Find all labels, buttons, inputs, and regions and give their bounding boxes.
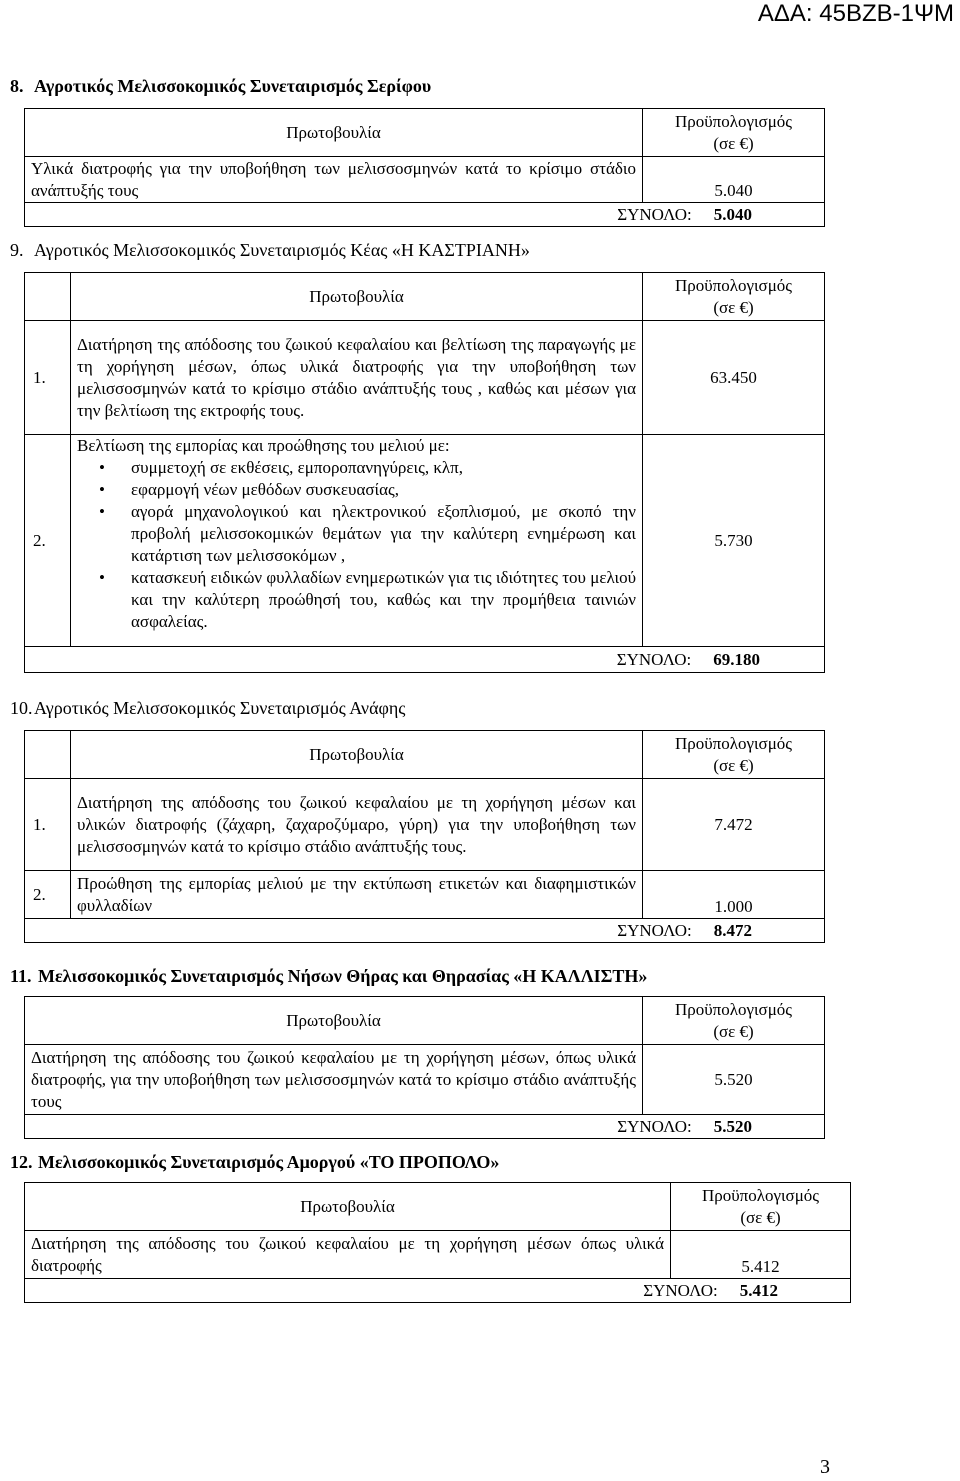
section-11-table bbox=[24, 996, 825, 1139]
initiative-text: Διατήρηση της απόδοσης του ζωικού κεφαλαίου με τη χορήγηση μέσων και υλικών διατροφής (ζάχαρη, ζαχαροζύμαρο, γύρη) για την υποβοήθηση των μελισσοσμηνών κατά το κρίσιμο στάδιο ανάπτυξής τους. bbox=[71, 779, 643, 871]
budget-value: 63.450 bbox=[643, 321, 825, 435]
total-value: 8.472 bbox=[713, 920, 752, 940]
total-label: ΣΥΝΟΛΟ: bbox=[616, 649, 692, 669]
number-header bbox=[25, 731, 71, 779]
section-9-heading bbox=[10, 240, 530, 260]
budget-value: 5.730 bbox=[643, 435, 825, 647]
table-header-row bbox=[25, 109, 825, 157]
section-title: Μελισσοκομικός Συνεταιρισμός Αμοργού «ΤΟ ΠΡΟΠΟΛΟ» bbox=[38, 1152, 500, 1172]
total-row bbox=[25, 1115, 825, 1139]
total-value: 69.180 bbox=[713, 649, 760, 669]
total-row bbox=[25, 919, 825, 943]
budget-value: 1.000 bbox=[643, 871, 825, 919]
total-cell bbox=[25, 919, 825, 943]
initiative-bullet-list bbox=[77, 457, 636, 633]
total-cell bbox=[25, 203, 825, 227]
total-label: ΣΥΝΟΛΟ: bbox=[617, 1116, 692, 1136]
budget-value: 5.520 bbox=[643, 1045, 825, 1115]
table-header-row bbox=[25, 997, 825, 1045]
total-row bbox=[25, 203, 825, 227]
section-title: Αγροτικός Μελισσοκομικός Συνεταιρισμός Σερίφου bbox=[34, 76, 432, 96]
section-number: 9. bbox=[10, 240, 24, 260]
initiative-text: Διατήρηση της απόδοσης του ζωικού κεφαλαίου με τη χορήγηση μέσων όπως υλικά διατροφής bbox=[25, 1231, 671, 1279]
number-header bbox=[25, 273, 71, 321]
budget-value: 5.040 bbox=[643, 157, 825, 203]
section-10-heading bbox=[10, 698, 405, 718]
total-row bbox=[25, 1279, 851, 1303]
section-10-table bbox=[24, 730, 825, 943]
initiative-cell bbox=[71, 435, 643, 647]
row-number: 1. bbox=[25, 321, 71, 435]
list-item: • εφαρμογή νέων μεθόδων συσκευασίας, bbox=[99, 480, 399, 499]
section-number: 12. bbox=[10, 1152, 33, 1172]
section-12-table bbox=[24, 1182, 851, 1303]
initiative-header: Πρωτοβουλία bbox=[71, 273, 643, 321]
list-item: • κατασκευή ειδικών φυλλαδίων ενημερωτικών για τις ιδιότητες του μελιού και την καλύτερη προώθησή του, καθώς και την προμήθεια ταινιών ασφαλείας. bbox=[99, 568, 636, 631]
table-row bbox=[25, 157, 825, 203]
row-number: 1. bbox=[25, 779, 71, 871]
total-value: 5.040 bbox=[713, 204, 752, 224]
bullet-icon: • bbox=[99, 568, 105, 587]
row-number: 2. bbox=[25, 435, 71, 647]
total-cell bbox=[25, 647, 825, 673]
total-cell bbox=[25, 1279, 851, 1303]
table-row bbox=[25, 1231, 851, 1279]
ada-code: ΑΔΑ: 45ΒΖΒ-1ΨΜ bbox=[757, 0, 954, 27]
total-value: 5.412 bbox=[739, 1280, 778, 1300]
section-12-heading bbox=[10, 1152, 499, 1172]
list-item: • αγορά μηχανολογικού και ηλεκτρονικού εξοπλισμού, με σκοπό την προβολή μελισσοκομικών θεμάτων για την καλύτερη ενημέρωση και κατάρτιση των μελισσοκόμων , bbox=[99, 502, 636, 565]
budget-header: Προϋπολογισμός (σε €) bbox=[643, 997, 825, 1045]
total-value: 5.520 bbox=[713, 1116, 752, 1136]
budget-header: Προϋπολογισμός (σε €) bbox=[643, 731, 825, 779]
initiative-text: Προώθηση της εμπορίας μελιού με την εκτύπωση ετικετών και διαφημιστικών φυλλαδίων bbox=[71, 871, 643, 919]
bullet-icon: • bbox=[99, 502, 105, 521]
section-title: Αγροτικός Μελισσοκομικός Συνεταιρισμός Κέας «Η ΚΑΣΤΡΙΑΝΗ» bbox=[34, 240, 530, 260]
initiative-header: Πρωτοβουλία bbox=[25, 997, 643, 1045]
total-row bbox=[25, 647, 825, 673]
total-label: ΣΥΝΟΛΟ: bbox=[617, 204, 692, 224]
initiative-intro: Βελτίωση της εμπορίας και προώθησης του μελιού με: bbox=[77, 436, 450, 455]
section-title: Μελισσοκομικός Συνεταιρισμός Νήσων Θήρας και Θηρασίας «Η ΚΑΛΛΙΣΤΗ» bbox=[38, 966, 648, 986]
page-number: 3 bbox=[820, 1456, 830, 1478]
table-row bbox=[25, 1045, 825, 1115]
bullet-icon: • bbox=[99, 458, 105, 477]
total-cell bbox=[25, 1115, 825, 1139]
initiative-text: Διατήρηση της απόδοσης του ζωικού κεφαλαίου με τη χορήγηση μέσων, όπως υλικά διατροφής, για την υποβοήθηση των μελισσοσμηνών κατά το κρίσιμο στάδιο ανάπτυξής τους bbox=[25, 1045, 643, 1115]
section-number: 8. bbox=[10, 76, 24, 96]
row-number: 2. bbox=[25, 871, 71, 919]
table-header-row bbox=[25, 1183, 851, 1231]
total-label: ΣΥΝΟΛΟ: bbox=[643, 1280, 718, 1300]
initiative-header: Πρωτοβουλία bbox=[25, 109, 643, 157]
section-8-heading bbox=[10, 76, 431, 96]
section-number: 10. bbox=[10, 698, 33, 718]
section-9-table bbox=[24, 272, 825, 673]
section-11-heading bbox=[10, 966, 647, 986]
list-item: • συμμετοχή σε εκθέσεις, εμποροπανηγύρεις, κλπ, bbox=[99, 458, 463, 477]
total-label: ΣΥΝΟΛΟ: bbox=[617, 920, 692, 940]
budget-header: Προϋπολογισμός (σε €) bbox=[643, 109, 825, 157]
budget-header: Προϋπολογισμός (σε €) bbox=[643, 273, 825, 321]
table-row bbox=[25, 871, 825, 919]
budget-value: 5.412 bbox=[671, 1231, 851, 1279]
table-row bbox=[25, 321, 825, 435]
section-number: 11. bbox=[10, 966, 32, 986]
table-header-row bbox=[25, 731, 825, 779]
bullet-icon: • bbox=[99, 480, 105, 499]
initiative-header: Πρωτοβουλία bbox=[71, 731, 643, 779]
section-title: Αγροτικός Μελισσοκομικός Συνεταιρισμός Ανάφης bbox=[34, 698, 406, 718]
table-row bbox=[25, 435, 825, 647]
initiative-text: Διατήρηση της απόδοσης του ζωικού κεφαλαίου και βελτίωση της παραγωγής με τη χορήγηση μέσων, όπως υλικά διατροφής για την υποβοήθηση των μελισσοσμηνών κατά το κρίσιμο στάδιο ανάπτυξής τους , καθώς και μέσων για την βελτίωση της εκτροφής τους. bbox=[71, 321, 643, 435]
table-row bbox=[25, 779, 825, 871]
initiative-text: Υλικά διατροφής για την υποβοήθηση των μελισσοσμηνών κατά το κρίσιμο στάδιο ανάπτυξής τους bbox=[25, 157, 643, 203]
initiative-header: Πρωτοβουλία bbox=[25, 1183, 671, 1231]
section-8-table bbox=[24, 108, 825, 227]
budget-header: Προϋπολογισμός (σε €) bbox=[671, 1183, 851, 1231]
table-header-row bbox=[25, 273, 825, 321]
budget-value: 7.472 bbox=[643, 779, 825, 871]
